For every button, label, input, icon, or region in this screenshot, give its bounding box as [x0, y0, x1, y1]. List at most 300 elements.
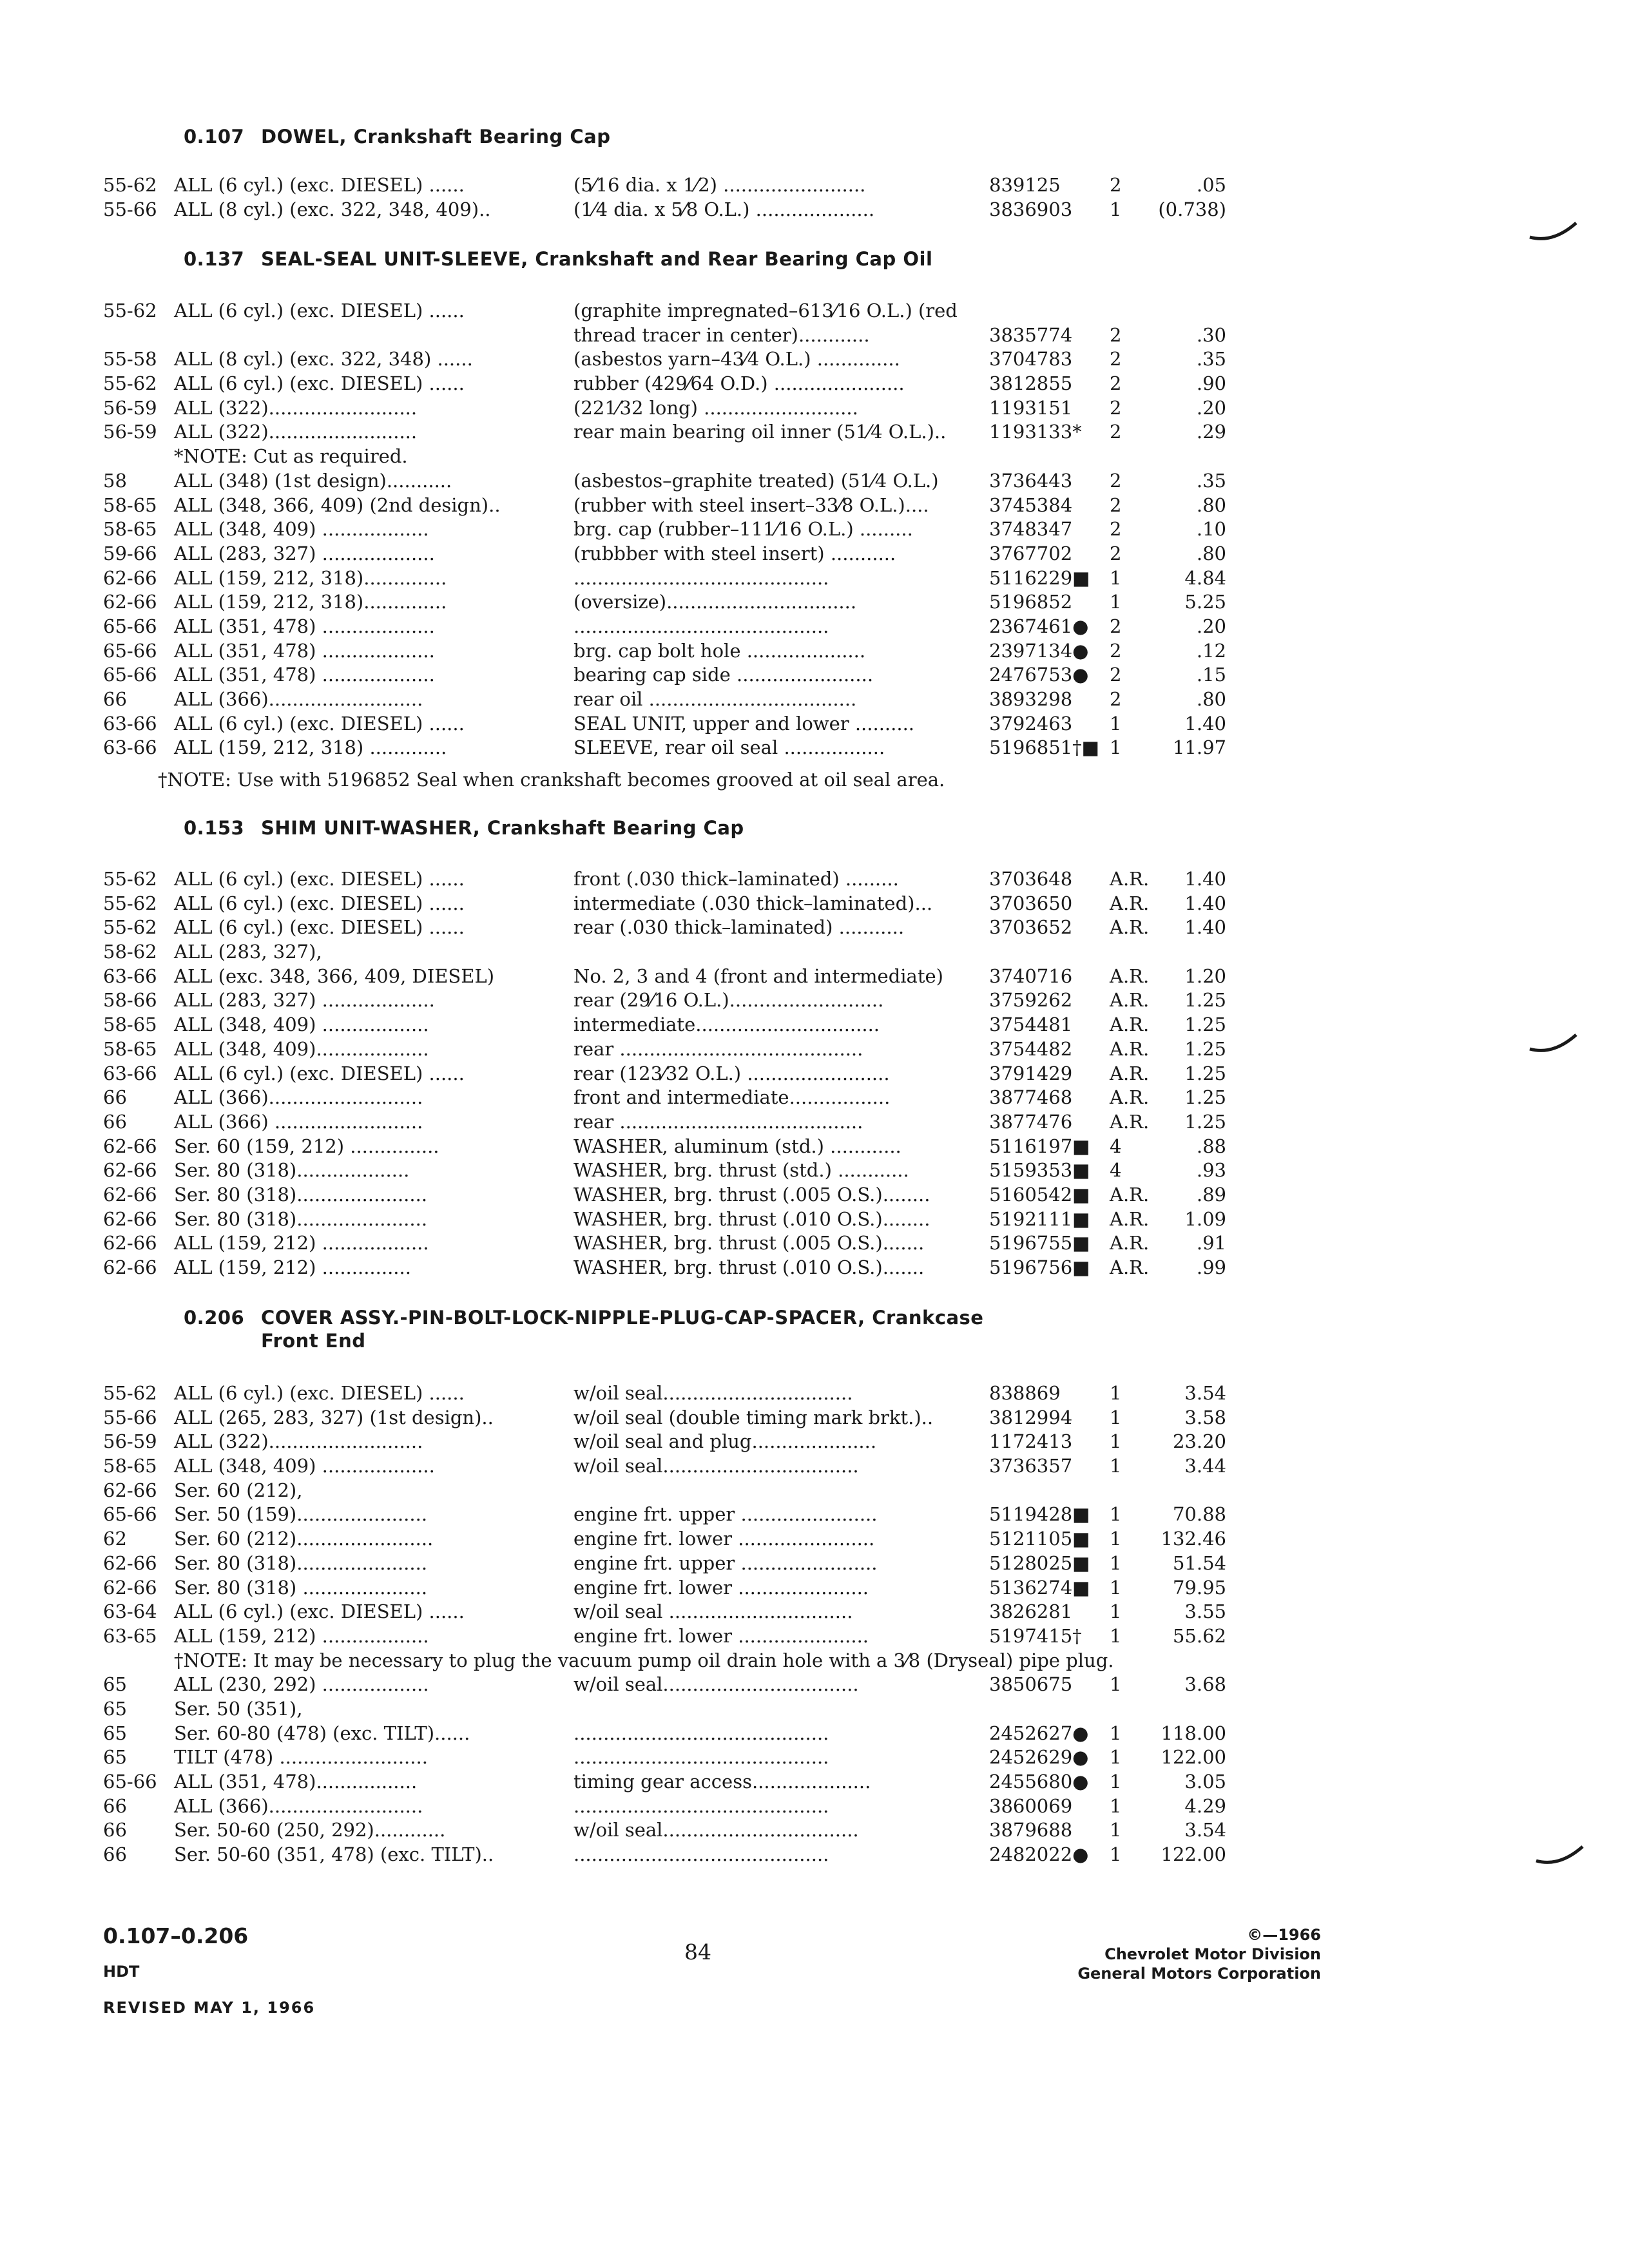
row-description: (rubber with steel insert–33⁄8 O.L.).... [574, 494, 929, 516]
row-price: 5.25 [1184, 591, 1226, 613]
row-description: WASHER, brg. thrust (.005 O.S.)....... [574, 1232, 925, 1254]
row-years: 65-66 [103, 615, 157, 637]
row-years: 62-66 [103, 566, 157, 589]
row-quantity: A.R. [1110, 989, 1150, 1012]
section-heading: COVER ASSY.-PIN-BOLT-LOCK-NIPPLE-PLUG-CAP-SPACER, Crankcase [261, 1307, 984, 1329]
parts-row [0, 1843, 1629, 1868]
row-price: 1.25 [1184, 989, 1226, 1012]
parts-row [0, 1600, 1629, 1625]
parts-row [0, 965, 1629, 990]
row-part-number: 3812855 [989, 372, 1073, 395]
row-description: w/oil seal................................. [574, 1819, 859, 1841]
section-heading: SEAL-SEAL UNIT-SLEEVE, Crankshaft and Rear Bearing Cap Oil [261, 248, 933, 270]
section-heading: SHIM UNIT-WASHER, Crankshaft Bearing Cap [261, 817, 744, 839]
row-part-number: 5196851†■ [989, 736, 1100, 759]
row-application: ALL (6 cyl.) (exc. DIESEL) ...... [174, 1382, 465, 1404]
row-years: 55-62 [103, 300, 157, 322]
footer-corporation: General Motors Corporation [1077, 1965, 1321, 1983]
row-quantity: 1 [1110, 1673, 1122, 1696]
row-price: 3.54 [1184, 1382, 1226, 1404]
row-application: ALL (6 cyl.) (exc. DIESEL) ...... [174, 712, 465, 735]
row-part-number: 2452629● [989, 1746, 1089, 1769]
row-part-number: 3826281 [989, 1600, 1073, 1623]
row-quantity: 1 [1110, 198, 1122, 220]
row-price: 1.25 [1184, 1037, 1226, 1060]
parts-row [0, 1256, 1629, 1281]
row-part-number: 3703648 [989, 868, 1073, 890]
section-heading: DOWEL, Crankshaft Bearing Cap [261, 126, 611, 148]
row-part-number: 2452627● [989, 1722, 1089, 1744]
parts-row [0, 1430, 1629, 1455]
parts-row [0, 1038, 1629, 1062]
row-years: 62-66 [103, 1207, 157, 1230]
row-application: ALL (6 cyl.) (exc. DIESEL) ...... [174, 372, 465, 395]
row-years: 62-66 [103, 1232, 157, 1254]
row-part-number: 3704783 [989, 348, 1073, 370]
row-quantity: A.R. [1110, 965, 1150, 987]
row-years: 66 [103, 1794, 127, 1817]
row-years: 56-59 [103, 421, 157, 443]
row-description: WASHER, brg. thrust (std.) ............ [574, 1159, 909, 1182]
row-application: ALL (348, 366, 409) (2nd design).. [174, 494, 501, 516]
row-years: 56-59 [103, 1430, 157, 1453]
row-price: .15 [1196, 664, 1226, 686]
parts-row [0, 892, 1629, 917]
row-price: 118.00 [1161, 1722, 1226, 1744]
row-price: .20 [1196, 396, 1226, 419]
row-part-number: 5121105■ [989, 1528, 1090, 1550]
section-rows-0-107 [0, 174, 1629, 222]
row-description: engine frt. lower ...................... [574, 1576, 869, 1599]
row-application: ALL (6 cyl.) (exc. DIESEL) ...... [174, 1062, 465, 1084]
row-description: w/oil seal ............................... [574, 1600, 853, 1623]
row-years: 55-62 [103, 372, 157, 395]
row-price: .91 [1196, 1232, 1226, 1254]
row-price: .05 [1196, 174, 1226, 196]
row-years: 56-59 [103, 396, 157, 419]
parts-row [0, 664, 1629, 688]
parts-row [0, 1111, 1629, 1135]
row-years: 55-58 [103, 348, 157, 370]
row-price: 4.84 [1184, 566, 1226, 589]
row-description: rubber (429⁄64 O.D.) ...................... [574, 372, 905, 395]
row-application: ALL (348, 409) .................. [174, 1014, 429, 1036]
parts-row [0, 1159, 1629, 1184]
parts-row [0, 470, 1629, 494]
row-quantity: 1 [1110, 736, 1122, 759]
row-description: w/oil seal................................. [574, 1673, 859, 1696]
row-quantity: A.R. [1110, 916, 1150, 939]
row-price: .10 [1196, 518, 1226, 541]
row-quantity: 1 [1110, 591, 1122, 613]
footer-code: 0.107–0.206 [103, 1923, 249, 1948]
row-years: 63-66 [103, 712, 157, 735]
row-description: brg. cap bolt hole .................... [574, 639, 866, 662]
row-years: 58 [103, 469, 127, 492]
parts-row [0, 736, 1629, 761]
row-years: 58-62 [103, 941, 157, 963]
parts-row [0, 372, 1629, 397]
row-quantity: 2 [1110, 518, 1122, 541]
row-part-number: 3736357 [989, 1455, 1073, 1477]
row-description: rear (123⁄32 O.L.) ........................ [574, 1062, 890, 1084]
row-part-number: 3767702 [989, 542, 1073, 564]
row-quantity: A.R. [1110, 868, 1150, 890]
row-application: ALL (6 cyl.) (exc. DIESEL) ...... [174, 300, 465, 322]
parts-row [0, 1062, 1629, 1087]
row-part-number: 1193133* [989, 421, 1082, 443]
row-quantity: A.R. [1110, 1183, 1150, 1206]
row-years: 62 [103, 1528, 127, 1550]
row-application: ALL (366).......................... [174, 688, 423, 710]
row-years: 58-65 [103, 1014, 157, 1036]
row-part-number: 3759262 [989, 989, 1073, 1012]
row-description: intermediate (.030 thick–laminated)... [574, 892, 933, 914]
row-quantity: 1 [1110, 1624, 1122, 1647]
row-price: 122.00 [1161, 1843, 1226, 1866]
row-years: 65-66 [103, 664, 157, 686]
row-quantity: 4 [1110, 1159, 1122, 1182]
row-application: ALL (6 cyl.) (exc. DIESEL) ...... [174, 868, 465, 890]
row-price: 1.09 [1184, 1207, 1226, 1230]
row-application: ALL (exc. 348, 366, 409, DIESEL) [174, 965, 495, 987]
parts-row [0, 1698, 1629, 1722]
parts-row [0, 397, 1629, 421]
row-part-number: 2367461● [989, 615, 1089, 637]
row-part-number: 3792463 [989, 712, 1073, 735]
row-part-number: 5116229■ [989, 566, 1090, 589]
row-quantity: 2 [1110, 615, 1122, 637]
row-application: Ser. 60 (212), [174, 1479, 303, 1501]
row-application: ALL (230, 292) .................. [174, 1673, 429, 1696]
row-years: 55-62 [103, 1382, 157, 1404]
row-years: 65 [103, 1722, 127, 1744]
section-title-0-107 [184, 126, 610, 148]
margin-mark [1534, 1843, 1585, 1869]
row-quantity: A.R. [1110, 1014, 1150, 1036]
row-application: ALL (8 cyl.) (exc. 322, 348, 409).. [174, 198, 491, 220]
section-number: 0.107 [184, 126, 245, 148]
row-quantity: 1 [1110, 1794, 1122, 1817]
section-subheading: Front End [261, 1330, 366, 1352]
row-price: 1.25 [1184, 1086, 1226, 1109]
row-years: 59-66 [103, 542, 157, 564]
row-application: Ser. 50-60 (250, 292)............ [174, 1819, 446, 1841]
row-price: 3.54 [1184, 1819, 1226, 1841]
row-description: SEAL UNIT, upper and lower .......... [574, 712, 915, 735]
row-description: ........................................... [574, 1746, 829, 1769]
row-years: 65 [103, 1673, 127, 1696]
row-quantity: A.R. [1110, 1062, 1150, 1084]
row-quantity: A.R. [1110, 1207, 1150, 1230]
row-application: ALL (159, 212, 318).............. [174, 566, 447, 589]
row-years: 62-66 [103, 1183, 157, 1206]
row-price: 1.40 [1184, 916, 1226, 939]
row-application: ALL (322).......................... [174, 1430, 423, 1453]
row-application: ALL (366).......................... [174, 1086, 423, 1109]
row-price: 1.40 [1184, 712, 1226, 735]
row-description: SLEEVE, rear oil seal ................. [574, 736, 885, 759]
page-number: 84 [684, 1939, 711, 1965]
row-quantity: 2 [1110, 348, 1122, 370]
row-quantity: 1 [1110, 1503, 1122, 1526]
row-years: 62-66 [103, 591, 157, 613]
row-price: 132.46 [1161, 1528, 1226, 1550]
section-rows-0-153 [0, 868, 1629, 1281]
row-quantity: 1 [1110, 1746, 1122, 1769]
footer-copyright: ©—1966 [1247, 1926, 1321, 1944]
row-application: ALL (159, 212, 318).............. [174, 591, 447, 613]
parts-row [0, 1625, 1629, 1649]
parts-row [0, 1479, 1629, 1504]
footer-left [103, 1923, 315, 2017]
row-quantity: 1 [1110, 1771, 1122, 1792]
row-part-number: 5116197■ [989, 1135, 1090, 1157]
row-application: ALL (159, 212, 318) ............. [174, 736, 447, 759]
row-price: (0.738) [1158, 198, 1226, 220]
row-price: .35 [1196, 348, 1226, 370]
parts-row [0, 518, 1629, 543]
row-years: 55-62 [103, 174, 157, 196]
row-description: w/oil seal................................ [574, 1382, 853, 1404]
row-quantity: 2 [1110, 688, 1122, 710]
row-years: 66 [103, 1843, 127, 1866]
row-application: Ser. 80 (318)................... [174, 1159, 410, 1182]
row-application: ALL (159, 212) .................. [174, 1624, 429, 1647]
row-part-number: 2482022● [989, 1843, 1089, 1866]
row-description: w/oil seal................................. [574, 1455, 859, 1477]
row-price: .20 [1196, 615, 1226, 637]
row-description: (rubbber with steel insert) ........... [574, 542, 896, 564]
row-part-number: 838869 [989, 1382, 1061, 1404]
row-description: ........................................... [574, 1722, 829, 1744]
row-quantity: A.R. [1110, 1086, 1150, 1109]
row-quantity: 2 [1110, 639, 1122, 662]
section-title-0-153 [184, 817, 744, 839]
row-years: 62-66 [103, 1135, 157, 1157]
row-part-number: 3703652 [989, 916, 1073, 939]
row-part-number: 2455680● [989, 1771, 1089, 1792]
row-application: ALL (351, 478) ................... [174, 639, 435, 662]
row-price: .93 [1196, 1159, 1226, 1182]
row-price: 51.54 [1172, 1552, 1226, 1574]
row-years: 65-66 [103, 639, 157, 662]
row-part-number: 3836903 [989, 198, 1073, 220]
row-years: 66 [103, 688, 127, 710]
row-price: 4.29 [1184, 1794, 1226, 1817]
row-part-number: 3748347 [989, 518, 1073, 541]
row-part-number: 2476753● [989, 664, 1089, 686]
row-description: WASHER, aluminum (std.) ............ [574, 1135, 901, 1157]
row-price: 3.05 [1184, 1771, 1226, 1792]
footer-right [1077, 1925, 1321, 1983]
parts-row [0, 1673, 1629, 1698]
footer-revised: REVISED MAY 1, 1966 [103, 1999, 316, 2017]
parts-row [0, 1232, 1629, 1256]
row-description: ........................................... [574, 1794, 829, 1817]
row-description: engine frt. upper ....................... [574, 1552, 878, 1574]
row-years: 58-65 [103, 1455, 157, 1477]
row-years: 66 [103, 1110, 127, 1133]
section-number: 0.153 [184, 817, 245, 839]
row-quantity: 2 [1110, 323, 1122, 346]
row-price: .30 [1196, 323, 1226, 346]
row-description: (oversize)................................ [574, 591, 857, 613]
parts-row [0, 300, 1629, 324]
parts-row [0, 1528, 1629, 1552]
row-description: rear ......................................... [574, 1110, 863, 1133]
row-quantity: 1 [1110, 1430, 1122, 1453]
row-part-number: 3835774 [989, 323, 1073, 346]
row-price: .89 [1196, 1183, 1226, 1206]
row-application: Ser. 80 (318)...................... [174, 1183, 428, 1206]
section-title-0-137 [184, 248, 932, 270]
row-quantity: A.R. [1110, 1037, 1150, 1060]
row-years: 55-66 [103, 198, 157, 220]
row-quantity: 2 [1110, 494, 1122, 516]
row-quantity: 1 [1110, 1722, 1122, 1744]
parts-row [0, 348, 1629, 372]
row-quantity: 1 [1110, 566, 1122, 589]
row-description: rear (.030 thick–laminated) ........... [574, 916, 905, 939]
parts-row [0, 1746, 1629, 1771]
row-quantity: A.R. [1110, 892, 1150, 914]
row-quantity: 2 [1110, 396, 1122, 419]
row-price: .80 [1196, 688, 1226, 710]
row-part-number: 3877476 [989, 1110, 1073, 1133]
row-price: 1.25 [1184, 1110, 1226, 1133]
row-quantity: 2 [1110, 174, 1122, 196]
row-quantity: 1 [1110, 1552, 1122, 1574]
section-rows-0-206 [0, 1382, 1629, 1868]
row-description: (5⁄16 dia. x 1⁄2) ........................ [574, 174, 866, 196]
row-application: ALL (351, 478)................. [174, 1771, 418, 1792]
row-quantity: 2 [1110, 421, 1122, 443]
footer-hdt: HDT [103, 1963, 140, 1981]
row-years: 66 [103, 1086, 127, 1109]
parts-row [0, 174, 1629, 198]
row-application: ALL (322)......................... [174, 396, 418, 419]
row-part-number: 3850675 [989, 1673, 1073, 1696]
section-title-0-206 [184, 1307, 983, 1352]
row-price: 1.40 [1184, 868, 1226, 890]
row-years: 65-66 [103, 1503, 157, 1526]
row-description: w/oil seal (double timing mark brkt.).. [574, 1406, 934, 1428]
row-price: 55.62 [1172, 1624, 1226, 1647]
row-application: *NOTE: Cut as required. [174, 445, 408, 468]
row-years: 55-62 [103, 916, 157, 939]
row-application: ALL (351, 478) ................... [174, 664, 435, 686]
row-description: intermediate............................... [574, 1014, 880, 1036]
row-years: 62-66 [103, 1479, 157, 1501]
row-description: (221⁄32 long) .......................... [574, 396, 858, 419]
row-application: ALL (351, 478) ................... [174, 615, 435, 637]
row-application: ALL (348, 409) .................. [174, 518, 429, 541]
row-part-number: 5119428■ [989, 1503, 1090, 1526]
row-quantity: 2 [1110, 542, 1122, 564]
row-quantity: 2 [1110, 664, 1122, 686]
section-number: 0.137 [184, 248, 245, 270]
row-part-number: 3703650 [989, 892, 1073, 914]
parts-row [0, 1208, 1629, 1233]
row-years: 58-65 [103, 518, 157, 541]
parts-row [0, 1649, 1629, 1674]
row-description: engine frt. lower ...................... [574, 1624, 869, 1647]
row-application: ALL (348, 409)................... [174, 1037, 429, 1060]
row-description: rear main bearing oil inner (51⁄4 O.L.).. [574, 421, 947, 443]
row-price: .35 [1196, 469, 1226, 492]
parts-row [0, 1086, 1629, 1111]
row-price: .12 [1196, 639, 1226, 662]
row-application: ALL (265, 283, 327) (1st design).. [174, 1406, 494, 1428]
row-application: Ser. 50 (351), [174, 1697, 303, 1720]
row-description: ........................................... [574, 615, 829, 637]
row-description: rear ......................................... [574, 1037, 863, 1060]
row-application: TILT (478) ......................... [174, 1746, 428, 1769]
section-note: †NOTE: Use with 5196852 Seal when crankshaft becomes grooved at oil seal area. [158, 769, 945, 791]
row-quantity: A.R. [1110, 1256, 1150, 1278]
row-application: Ser. 60-80 (478) (exc. TILT)...... [174, 1722, 470, 1744]
row-application: ALL (6 cyl.) (exc. DIESEL) ...... [174, 916, 465, 939]
row-application: Ser. 80 (318)...................... [174, 1552, 428, 1574]
row-application: ALL (159, 212) ............... [174, 1256, 411, 1278]
parts-row [0, 1455, 1629, 1479]
row-years: 65 [103, 1697, 127, 1720]
parts-row [0, 1135, 1629, 1160]
row-years: 55-62 [103, 868, 157, 890]
row-price: .29 [1196, 421, 1226, 443]
parts-row [0, 1795, 1629, 1820]
row-application: ALL (366).......................... [174, 1794, 423, 1817]
row-price: 23.20 [1172, 1430, 1226, 1453]
row-price: 70.88 [1172, 1503, 1226, 1526]
row-quantity: 1 [1110, 1528, 1122, 1550]
row-price: .99 [1196, 1256, 1226, 1278]
row-application: ALL (348, 409) ................... [174, 1455, 435, 1477]
section-number: 0.206 [184, 1307, 245, 1329]
row-application: ALL (159, 212) .................. [174, 1232, 429, 1254]
row-quantity: 1 [1110, 1406, 1122, 1428]
section-rows-0-137 [0, 300, 1629, 761]
row-part-number: 2397134● [989, 639, 1089, 662]
row-quantity: 2 [1110, 372, 1122, 395]
row-description: rear (29⁄16 O.L.).......................... [574, 989, 884, 1012]
row-quantity: 1 [1110, 1819, 1122, 1841]
row-quantity: 1 [1110, 1576, 1122, 1599]
row-years: 63-64 [103, 1600, 157, 1623]
row-years: 65-66 [103, 1771, 157, 1792]
row-application: ALL (283, 327) ................... [174, 989, 435, 1012]
row-part-number: 5128025■ [989, 1552, 1090, 1574]
row-price: 11.97 [1172, 736, 1226, 759]
parts-row [0, 591, 1629, 615]
footer-division: Chevrolet Motor Division [1104, 1945, 1321, 1963]
row-part-number: 3812994 [989, 1406, 1073, 1428]
row-price: 79.95 [1172, 1576, 1226, 1599]
row-years: 65 [103, 1746, 127, 1769]
parts-row [0, 198, 1629, 223]
row-description: WASHER, brg. thrust (.010 O.S.)........ [574, 1207, 930, 1230]
row-application: Ser. 80 (318) ..................... [174, 1576, 428, 1599]
row-years: 62-66 [103, 1256, 157, 1278]
parts-row [0, 1382, 1629, 1407]
row-price: .88 [1196, 1135, 1226, 1157]
row-part-number: 3754481 [989, 1014, 1073, 1036]
parts-row [0, 567, 1629, 591]
row-description: engine frt. upper ....................... [574, 1503, 878, 1526]
row-part-number: 1193151 [989, 396, 1073, 419]
row-description: WASHER, brg. thrust (.005 O.S.)........ [574, 1183, 930, 1206]
